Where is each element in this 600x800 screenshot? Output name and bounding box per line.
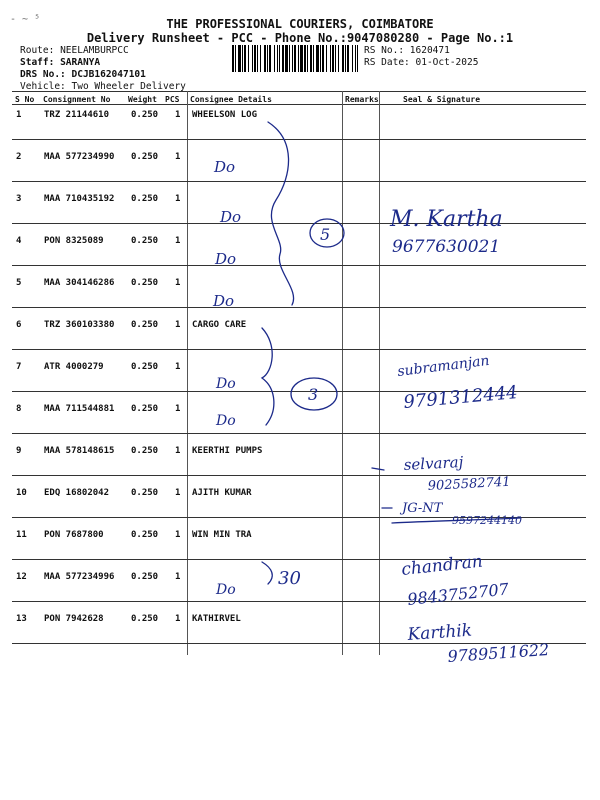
cell-weight: 0.250 (131, 488, 159, 498)
route-label: Route: (20, 45, 55, 56)
cell-sno: 4 (16, 236, 22, 246)
cell-weight: 0.250 (131, 614, 159, 624)
cell-sno: 6 (16, 320, 22, 330)
cell-sno: 10 (16, 488, 27, 498)
signature-name: subramanjan (396, 352, 491, 380)
bracket-stroke (262, 562, 272, 584)
signature-phone: 9843752707 (406, 579, 510, 609)
cell-consignee: CARGO CARE (192, 320, 247, 330)
cell-pcs: 1 (175, 320, 181, 330)
col-pcs-header: PCS (165, 95, 180, 104)
ditto-mark: Do (216, 376, 236, 392)
col-weight-header: Weight (128, 95, 157, 104)
ditto-mark: Do (215, 250, 237, 268)
signature-name: JG-NT (402, 501, 443, 516)
cell-sno: 11 (16, 530, 27, 540)
cell-weight: 0.250 (131, 446, 159, 456)
cell-weight: 0.250 (131, 194, 159, 204)
cell-consignment-no: PON 8325089 (44, 236, 104, 246)
cell-sno: 7 (16, 362, 22, 372)
vehicle-value: Two Wheeler Delivery (71, 81, 186, 92)
cell-pcs: 1 (175, 488, 181, 498)
signature-name: Karthik (406, 620, 473, 645)
col-consignee-header: Consignee Details (190, 95, 272, 104)
cell-pcs: 1 (175, 194, 181, 204)
cell-consignee: AJITH KUMAR (192, 488, 252, 498)
count-number: 5 (320, 225, 331, 244)
staff-value: SARANYA (60, 57, 101, 68)
cell-consignee: KATHIRVEL (192, 614, 241, 624)
ditto-mark: Do (214, 158, 236, 176)
cell-sno: 9 (16, 446, 22, 456)
runsheet-subtitle: Delivery Runsheet - PCC - Phone No.:9047080280 - Page No.:1 (86, 31, 514, 45)
rs-no-label: RS No.: (364, 45, 405, 56)
signature-name: chandran (400, 551, 484, 580)
cell-pcs: 1 (175, 404, 181, 414)
cell-consignment-no: PON 7942628 (44, 614, 104, 624)
cell-pcs: 1 (175, 236, 181, 246)
signature-phone: 9789511622 (446, 639, 550, 666)
count-number: 30 (278, 568, 301, 589)
cell-weight: 0.250 (131, 152, 159, 162)
cell-consignment-no: TRZ 21144610 (44, 110, 110, 120)
cell-sno: 3 (16, 194, 22, 204)
cell-consignment-no: EDQ 16802042 (44, 488, 110, 498)
signature-phone: 9677630021 (392, 237, 501, 257)
ditto-mark: Do (216, 582, 236, 598)
cell-weight: 0.250 (131, 362, 159, 372)
cell-sno: 12 (16, 572, 27, 582)
ditto-mark: Do (220, 208, 242, 226)
staff-label: Staff: (20, 57, 55, 68)
cell-pcs: 1 (175, 446, 181, 456)
cell-consignment-no: MAA 578148615 (44, 446, 115, 456)
col-remarks-header: Remarks (345, 95, 379, 104)
cell-weight: 0.250 (131, 530, 159, 540)
cell-consignment-no: PON 7687800 (44, 530, 104, 540)
cell-consignee: WIN MIN TRA (192, 530, 252, 540)
col-consignment-header: Consignment No (43, 95, 111, 104)
ditto-mark: Do (213, 292, 235, 310)
cell-weight: 0.250 (131, 110, 159, 120)
drs-label: DRS No.: (20, 69, 66, 80)
cell-sno: 13 (16, 614, 27, 624)
cell-weight: 0.250 (131, 320, 159, 330)
signature-name: selvaraj (403, 452, 464, 474)
cell-pcs: 1 (175, 572, 181, 582)
cell-pcs: 1 (175, 278, 181, 288)
col-sno-header: S No (15, 95, 35, 104)
vehicle-label: Vehicle: (20, 81, 66, 92)
ditto-mark: Do (216, 413, 236, 429)
rs-date-label: RS Date: (364, 57, 410, 68)
scan-corner-mark: - ~ ⁵ (10, 14, 41, 25)
rs-no-value: 1620471 (409, 45, 450, 56)
cell-weight: 0.250 (131, 404, 159, 414)
cell-pcs: 1 (175, 362, 181, 372)
cell-consignment-no: MAA 304146286 (44, 278, 115, 288)
cell-consignee: WHEELSON LOG (192, 110, 258, 120)
company-title: THE PROFESSIONAL COURIERS, COIMBATORE (166, 17, 434, 31)
cell-sno: 5 (16, 278, 22, 288)
col-seal-header: Seal & Signature (403, 95, 481, 104)
cell-consignment-no: MAA 577234990 (44, 152, 115, 162)
cell-weight: 0.250 (131, 278, 159, 288)
cell-weight: 0.250 (131, 572, 159, 582)
drs-value: DCJB162047101 (71, 69, 146, 80)
cell-sno: 1 (16, 110, 22, 120)
cell-consignment-no: ATR 4000279 (44, 362, 104, 372)
cell-consignment-no: TRZ 360103380 (44, 320, 115, 330)
rs-date-value: 01-Oct-2025 (415, 57, 479, 68)
cell-pcs: 1 (175, 110, 181, 120)
cell-consignment-no: MAA 577234996 (44, 572, 115, 582)
bracket-stroke (262, 328, 274, 425)
route-value: NEELAMBURPCC (60, 45, 129, 56)
signature-phone: 9597244140 (452, 514, 522, 527)
cell-pcs: 1 (175, 614, 181, 624)
cell-pcs: 1 (175, 530, 181, 540)
signature-name: M. Kartha (390, 207, 503, 232)
signature-phone: 9791312444 (402, 382, 519, 413)
strike-dash (372, 468, 384, 470)
cell-sno: 2 (16, 152, 22, 162)
cell-consignee: KEERTHI PUMPS (192, 446, 263, 456)
bracket-stroke (268, 122, 294, 305)
cell-pcs: 1 (175, 152, 181, 162)
cell-weight: 0.250 (131, 236, 159, 246)
signature-phone: 9025582741 (427, 474, 511, 494)
cell-sno: 8 (16, 404, 22, 414)
cell-consignment-no: MAA 710435192 (44, 194, 115, 204)
cell-consignment-no: MAA 711544881 (44, 404, 115, 414)
count-number: 3 (308, 385, 319, 404)
